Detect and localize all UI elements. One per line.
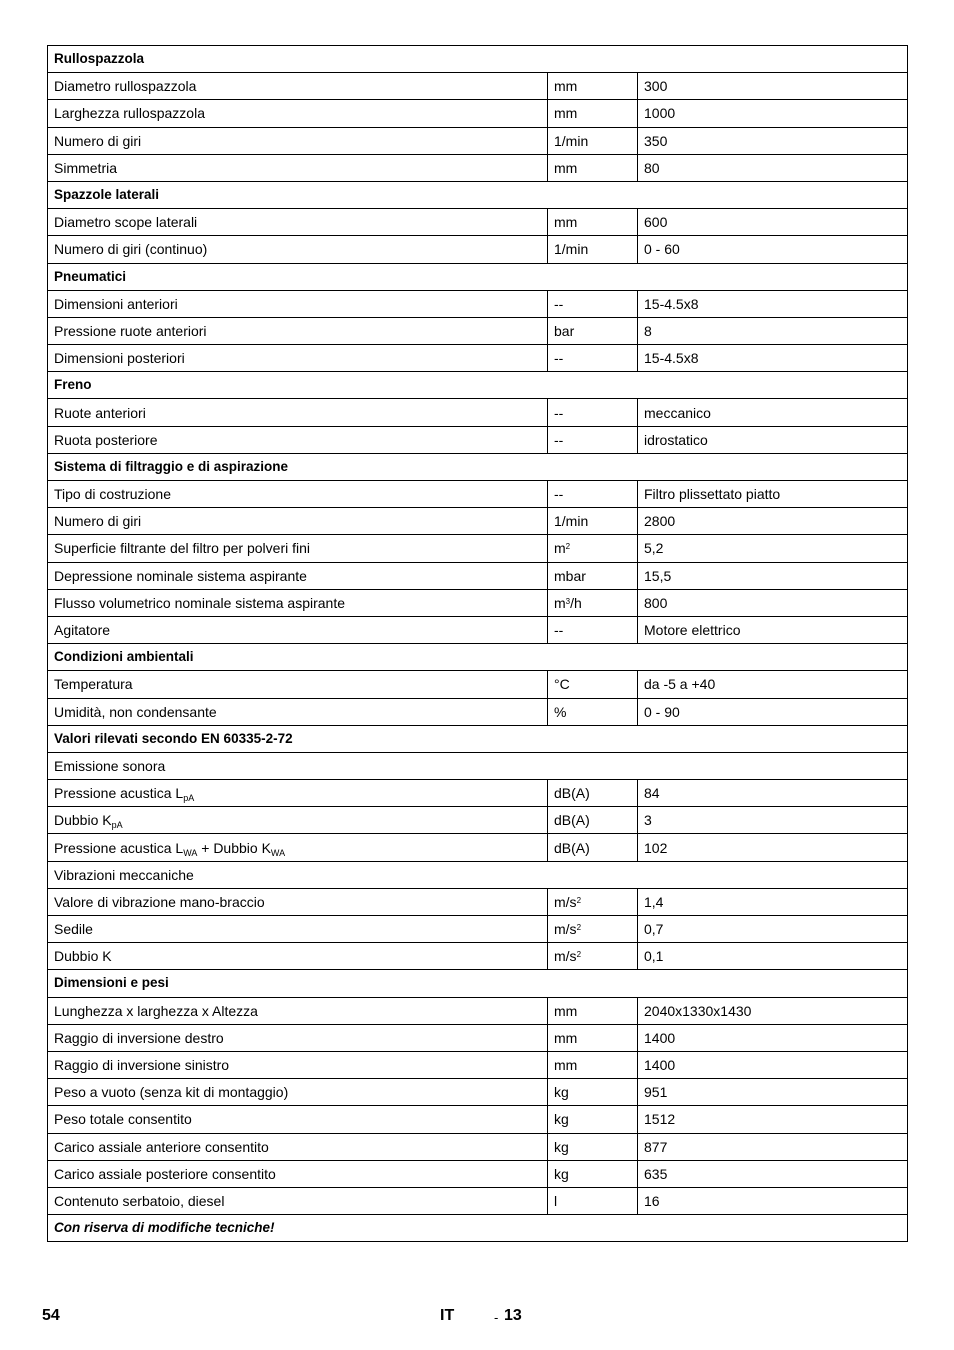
spec-label-cell: [48, 209, 548, 236]
spec-label-cell: [48, 698, 548, 725]
table-row: [48, 834, 908, 861]
spec-value: 84: [644, 785, 660, 802]
spec-value: 2800: [644, 513, 676, 530]
spec-value-cell: [638, 1187, 908, 1214]
spec-value: 300: [644, 78, 668, 95]
table-row: [48, 154, 908, 181]
spec-unit-cell: [548, 1187, 638, 1214]
spec-unit: m/s: [554, 948, 577, 965]
spec-label-cell: [48, 943, 548, 970]
spec-label: Diametro scope laterali: [54, 214, 198, 231]
spec-label-cell: [48, 916, 548, 943]
spec-value-cell: [638, 1133, 908, 1160]
spec-label-cell: [48, 317, 548, 344]
spec-unit-continued: /h: [570, 594, 582, 611]
spec-value-cell: [638, 671, 908, 698]
spec-value-cell: [638, 807, 908, 834]
spec-label-cell: [48, 481, 548, 508]
spec-value: 635: [644, 1165, 668, 1182]
spec-label: Dubbio K: [54, 948, 112, 965]
spec-value: 951: [644, 1084, 668, 1101]
spec-label: Depressione nominale sistema aspirante: [54, 567, 307, 584]
spec-value: Motore elettrico: [644, 622, 741, 639]
table-row: [48, 807, 908, 834]
spec-unit: m: [554, 540, 566, 557]
spec-value: 877: [644, 1138, 668, 1155]
subsection-row: [48, 752, 908, 779]
spec-label: Raggio di inversione sinistro: [54, 1057, 230, 1074]
spec-label-cell: [48, 236, 548, 263]
table-row: [48, 290, 908, 317]
spec-label: Raggio di inversione destro: [54, 1029, 224, 1046]
spec-unit-cell: [548, 834, 638, 861]
spec-unit-cell: [548, 535, 638, 562]
spec-unit-cell: [548, 1106, 638, 1133]
spec-unit-cell: [548, 481, 638, 508]
spec-unit-cell: [548, 589, 638, 616]
spec-unit: l: [554, 1192, 558, 1209]
spec-value-cell: [638, 100, 908, 127]
section-header-row: [48, 644, 908, 671]
spec-unit-cell: [548, 209, 638, 236]
sub-page-number: 13: [504, 1307, 522, 1324]
section-title: Pneumatici: [48, 263, 908, 290]
table-row: [48, 317, 908, 344]
spec-label-cell: [48, 1106, 548, 1133]
spec-unit-cell: [548, 616, 638, 643]
section-title: Spazzole laterali: [48, 181, 908, 208]
section-title: Dimensioni e pesi: [48, 970, 908, 997]
section-title: Rullospazzola: [48, 46, 908, 73]
spec-label: Numero di giri: [54, 132, 142, 149]
table-row: [48, 399, 908, 426]
spec-unit-cell: [548, 127, 638, 154]
spec-label-cell: [48, 154, 548, 181]
spec-value: 1400: [644, 1057, 676, 1074]
spec-value-cell: [638, 943, 908, 970]
spec-value: idrostatico: [644, 431, 708, 448]
spec-unit: °C: [554, 676, 570, 693]
spec-unit-superscript: 2: [576, 950, 582, 960]
spec-unit: 1/min: [554, 513, 589, 530]
spec-label-cell: [48, 888, 548, 915]
spec-label: Umidità, non condensante: [54, 703, 217, 720]
spec-value: meccanico: [644, 404, 711, 421]
table-row: [48, 481, 908, 508]
spec-value: 1512: [644, 1111, 676, 1128]
section-header-row: [48, 453, 908, 480]
spec-label-cell: [48, 562, 548, 589]
spec-label-cell: [48, 508, 548, 535]
table-row: [48, 780, 908, 807]
spec-value: 16: [644, 1192, 660, 1209]
spec-unit: mm: [554, 1057, 578, 1074]
table-row: [48, 1106, 908, 1133]
spec-unit: 1/min: [554, 241, 589, 258]
table-row: [48, 236, 908, 263]
section-title: Freno: [48, 372, 908, 399]
spec-unit: 1/min: [554, 132, 589, 149]
spec-value-cell: [638, 236, 908, 263]
spec-unit-cell: [548, 1160, 638, 1187]
spec-unit-superscript: 2: [576, 895, 582, 905]
table-row: [48, 562, 908, 589]
footnote-text: Con riserva di modifiche tecniche!: [48, 1215, 908, 1242]
spec-label: Numero di giri: [54, 513, 142, 530]
spec-unit: mm: [554, 105, 578, 122]
table-row: [48, 1160, 908, 1187]
spec-value-cell: [638, 997, 908, 1024]
spec-label-cell: [48, 399, 548, 426]
spec-unit-cell: [548, 1024, 638, 1051]
spec-value: 0 - 90: [644, 703, 680, 720]
spec-value-cell: [638, 916, 908, 943]
spec-label: Ruota posteriore: [54, 431, 158, 448]
spec-label: Dubbio K: [54, 812, 112, 829]
spec-unit: mm: [554, 78, 578, 95]
spec-value: 0 - 60: [644, 241, 680, 258]
table-row: [48, 100, 908, 127]
spec-unit: --: [554, 350, 564, 367]
spec-value: 600: [644, 214, 668, 231]
spec-value: 102: [644, 839, 668, 856]
spec-unit-cell: [548, 698, 638, 725]
spec-label: Diametro rullospazzola: [54, 78, 197, 95]
spec-unit: dB(A): [554, 839, 590, 856]
spec-value: 0,1: [644, 948, 664, 965]
spec-value-cell: [638, 616, 908, 643]
spec-value-cell: [638, 780, 908, 807]
table-row: [48, 888, 908, 915]
spec-label-subscript: pA: [111, 820, 123, 831]
spec-value: 15-4.5x8: [644, 350, 699, 367]
spec-table-body: [48, 46, 908, 1242]
spec-value-cell: [638, 209, 908, 236]
spec-label: Ruote anteriori: [54, 404, 146, 421]
spec-label-cell: [48, 780, 548, 807]
spec-label: Carico assiale anteriore consentito: [54, 1138, 269, 1155]
spec-table: [47, 45, 908, 1242]
table-row: [48, 127, 908, 154]
spec-label-cell: [48, 1160, 548, 1187]
spec-value-cell: [638, 1106, 908, 1133]
spec-unit: dB(A): [554, 785, 590, 802]
spec-value: 1000: [644, 105, 676, 122]
spec-value-cell: [638, 290, 908, 317]
spec-label: Agitatore: [54, 622, 111, 639]
spec-label-cell: [48, 1051, 548, 1078]
table-row: [48, 535, 908, 562]
spec-label-cell: [48, 671, 548, 698]
spec-unit: %: [554, 703, 567, 720]
spec-unit-cell: [548, 426, 638, 453]
spec-label: Tipo di costruzione: [54, 486, 171, 503]
spec-label: Dimensioni anteriori: [54, 295, 178, 312]
table-row: [48, 616, 908, 643]
spec-value: 800: [644, 594, 668, 611]
spec-unit-cell: [548, 671, 638, 698]
table-row: [48, 209, 908, 236]
spec-value: Filtro plissettato piatto: [644, 486, 781, 503]
spec-value: 1400: [644, 1029, 676, 1046]
spec-label: Dimensioni posteriori: [54, 350, 185, 367]
spec-label-subscript: WA: [183, 847, 198, 858]
spec-label: Superficie filtrante del filtro per polveri fini: [54, 540, 311, 557]
table-row: [48, 1024, 908, 1051]
spec-label-continued: + Dubbio K: [197, 839, 271, 856]
spec-value-cell: [638, 1024, 908, 1051]
spec-unit-cell: [548, 562, 638, 589]
spec-unit-cell: [548, 916, 638, 943]
spec-value-cell: [638, 1079, 908, 1106]
spec-value: da -5 a +40: [644, 676, 716, 693]
spec-unit: bar: [554, 322, 575, 339]
spec-label: Pressione acustica L: [54, 839, 184, 856]
section-header-row: [48, 725, 908, 752]
spec-value-cell: [638, 834, 908, 861]
spec-value: 8: [644, 322, 652, 339]
spec-unit-cell: [548, 73, 638, 100]
spec-label: Temperatura: [54, 676, 133, 693]
subsection-title: Vibrazioni meccaniche: [48, 861, 908, 888]
table-row: [48, 997, 908, 1024]
spec-value-cell: [638, 508, 908, 535]
spec-label-cell: [48, 535, 548, 562]
spec-unit: --: [554, 404, 564, 421]
table-row: [48, 589, 908, 616]
spec-unit-cell: [548, 236, 638, 263]
table-row: [48, 943, 908, 970]
spec-label: Carico assiale posteriore consentito: [54, 1165, 276, 1182]
spec-unit-cell: [548, 345, 638, 372]
spec-label-cell: [48, 589, 548, 616]
spec-unit-cell: [548, 508, 638, 535]
spec-value: 15-4.5x8: [644, 295, 699, 312]
spec-unit: m/s: [554, 893, 577, 910]
spec-unit-cell: [548, 1133, 638, 1160]
table-row: [48, 1051, 908, 1078]
spec-value: 2040x1330x1430: [644, 1002, 752, 1019]
spec-label-cell: [48, 1024, 548, 1051]
section-title: Valori rilevati secondo EN 60335-2-72: [48, 725, 908, 752]
spec-unit: dB(A): [554, 812, 590, 829]
table-row: [48, 426, 908, 453]
spec-label-cell: [48, 1133, 548, 1160]
section-header-row: [48, 263, 908, 290]
spec-label: Peso a vuoto (senza kit di montaggio): [54, 1084, 289, 1101]
spec-value-cell: [638, 399, 908, 426]
spec-value-cell: [638, 317, 908, 344]
spec-unit: kg: [554, 1138, 569, 1155]
subsection-title: Emissione sonora: [48, 752, 908, 779]
spec-unit-cell: [548, 1051, 638, 1078]
spec-value: 5,2: [644, 540, 664, 557]
spec-value-cell: [638, 154, 908, 181]
spec-unit-cell: [548, 290, 638, 317]
table-row: [48, 916, 908, 943]
spec-label: Numero di giri (continuo): [54, 241, 208, 258]
spec-label-cell: [48, 1187, 548, 1214]
spec-unit-superscript: 2: [576, 923, 582, 933]
spec-unit-cell: [548, 888, 638, 915]
spec-value-cell: [638, 481, 908, 508]
table-row: [48, 345, 908, 372]
spec-unit: m: [554, 594, 566, 611]
table-row: [48, 508, 908, 535]
spec-unit: mm: [554, 214, 578, 231]
spec-value: 80: [644, 159, 660, 176]
spec-value-cell: [638, 345, 908, 372]
spec-unit: --: [554, 486, 564, 503]
spec-label-cell: [48, 345, 548, 372]
spec-label: Larghezza rullospazzola: [54, 105, 205, 122]
spec-value-cell: [638, 698, 908, 725]
spec-unit: mm: [554, 1029, 578, 1046]
table-row: [48, 698, 908, 725]
page-separator: -: [494, 1310, 499, 1325]
spec-unit: kg: [554, 1111, 569, 1128]
spec-unit-cell: [548, 154, 638, 181]
spec-unit: m/s: [554, 921, 577, 938]
spec-label-cell: [48, 127, 548, 154]
section-header-row: [48, 46, 908, 73]
table-row: [48, 671, 908, 698]
spec-label-cell: [48, 290, 548, 317]
spec-unit: mm: [554, 1002, 578, 1019]
spec-unit: kg: [554, 1084, 569, 1101]
spec-label-subscript: pA: [183, 793, 195, 804]
spec-label: Flusso volumetrico nominale sistema aspirante: [54, 594, 346, 611]
spec-label: Sedile: [54, 921, 93, 938]
spec-value-cell: [638, 1160, 908, 1187]
spec-label-cell: [48, 997, 548, 1024]
spec-unit-cell: [548, 1079, 638, 1106]
spec-unit: kg: [554, 1165, 569, 1182]
footnote-row: [48, 1215, 908, 1242]
spec-value-cell: [638, 426, 908, 453]
spec-label: Peso totale consentito: [54, 1111, 192, 1128]
spec-unit-cell: [548, 943, 638, 970]
spec-unit-cell: [548, 807, 638, 834]
section-header-row: [48, 372, 908, 399]
section-title: Condizioni ambientali: [48, 644, 908, 671]
section-header-row: [48, 970, 908, 997]
spec-value-cell: [638, 127, 908, 154]
spec-label-cell: [48, 73, 548, 100]
spec-value-cell: [638, 1051, 908, 1078]
spec-label-cell: [48, 616, 548, 643]
subsection-row: [48, 861, 908, 888]
spec-unit-cell: [548, 997, 638, 1024]
spec-value: 350: [644, 132, 668, 149]
spec-value-cell: [638, 888, 908, 915]
spec-label-subscript: WA: [270, 847, 286, 858]
table-row: [48, 1187, 908, 1214]
spec-unit: mm: [554, 159, 578, 176]
spec-value-cell: [638, 562, 908, 589]
spec-label: Lunghezza x larghezza x Altezza: [54, 1002, 258, 1019]
spec-value: 15,5: [644, 567, 672, 584]
spec-unit: --: [554, 295, 564, 312]
spec-label-cell: [48, 1079, 548, 1106]
spec-label: Simmetria: [54, 159, 118, 176]
spec-unit-cell: [548, 317, 638, 344]
language-code: IT: [440, 1307, 455, 1324]
spec-unit-superscript: 2: [565, 542, 571, 552]
spec-label: Pressione acustica L: [54, 785, 184, 802]
spec-value: 1,4: [644, 893, 664, 910]
spec-label: Pressione ruote anteriori: [54, 322, 207, 339]
spec-unit-superscript: 3: [565, 596, 571, 606]
table-row: [48, 1079, 908, 1106]
spec-unit-cell: [548, 100, 638, 127]
table-row: [48, 73, 908, 100]
section-title: Sistema di filtraggio e di aspirazione: [48, 453, 908, 480]
spec-label: Contenuto serbatoio, diesel: [54, 1192, 225, 1209]
spec-label-cell: [48, 834, 548, 861]
section-header-row: [48, 181, 908, 208]
spec-unit-cell: [548, 780, 638, 807]
page-number: 54: [42, 1307, 60, 1324]
table-row: [48, 1133, 908, 1160]
spec-unit: mbar: [554, 567, 586, 584]
spec-value: 3: [644, 812, 652, 829]
spec-label: Valore di vibrazione mano-braccio: [54, 893, 265, 910]
spec-label-cell: [48, 426, 548, 453]
spec-unit-cell: [548, 399, 638, 426]
spec-label-cell: [48, 100, 548, 127]
spec-label-cell: [48, 807, 548, 834]
spec-unit: --: [554, 431, 564, 448]
spec-value: 0,7: [644, 921, 664, 938]
spec-value-cell: [638, 535, 908, 562]
spec-value-cell: [638, 589, 908, 616]
spec-unit: --: [554, 622, 564, 639]
spec-value-cell: [638, 73, 908, 100]
